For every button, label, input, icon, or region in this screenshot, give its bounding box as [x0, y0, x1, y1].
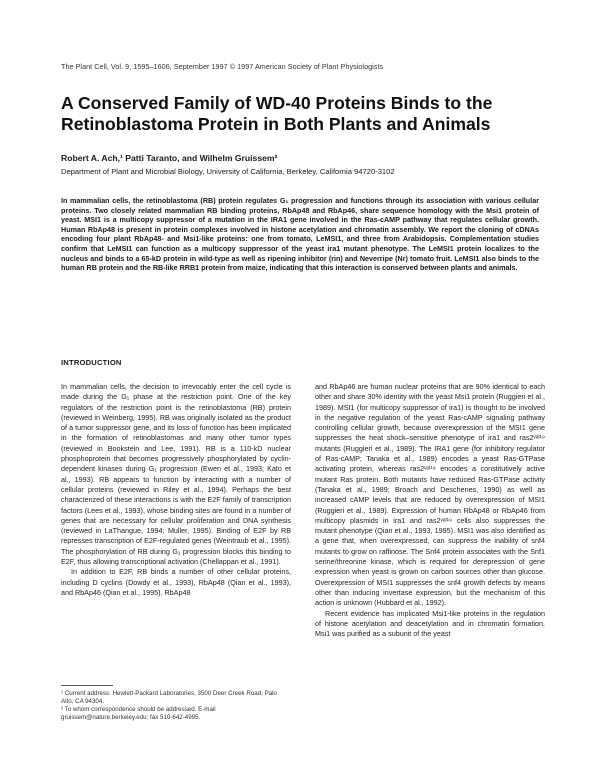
- left-column: [61, 382, 291, 598]
- footnote: ² To whom correspondence should be addressed. E-mail gruissem@nature.berkeley.edu; fax 510-642-4995.: [61, 706, 216, 721]
- body-paragraph: Recent evidence has implicated Msi1-like proteins in the regulation of histone acetylation and deacetylation and in chromatin formation. Msi1 was purified as a subunit of the yeast: [315, 608, 545, 639]
- section-heading-introduction: INTRODUCTION: [61, 358, 122, 367]
- author-list: Robert A. Ach,¹ Patti Taranto, and Wilhelm Gruissem²: [61, 153, 278, 163]
- article-title: A Conserved Family of WD-40 Proteins Binds to the Retinoblastoma Protein in Both Plants and Animals: [61, 93, 493, 134]
- abstract: In mammalian cells, the retinoblastoma (RB) protein regulates G₁ progression and functions through its association with various cellular proteins. Two closely related mammalian RB binding proteins, RbAp48 and RbAp46, share sequence homology with the Msi1 protein of yeast. MSI1 is a multicopy suppressor of a mutation in the IRA1 gene involved in the Ras-cAMP pathway that regulates cellular growth. Human RbAp48 is present in protein complexes involved in histone acetylation and chromatin assembly. We report the cloning of cDNAs encoding four plant RbAp48- and Msi1-like proteins: one from tomato, LeMSI1, and three from Arabidopsis. Complementation studies confirm that LeMSI1 can function as a multicopy suppressor of the yeast ira1 mutant phenotype. The LeMSI1 protein localizes to the nucleus and binds to a 65-kD protein in wild-type as well as ripening inhibitor (rin) and Neverripe (Nr) tomato fruit. LeMSI1 also binds to the human RB protein and the RB-like RRB1 protein from maize, indicating that this interaction is conserved between plants and animals.: [61, 196, 539, 273]
- affiliation: Department of Plant and Microbial Biology, University of California, Berkeley, California 94720-3102: [61, 167, 395, 176]
- body-paragraph: In addition to E2F, RB binds a number of other cellular proteins, including D cyclins (Dowdy et al., 1993), RbAp48 (Qian et al., 1993), and RbAp46 (Qian et al., 1995). RbAp48: [61, 567, 291, 597]
- body-paragraph: In mammalian cells, the decision to irrevocably enter the cell cycle is made during the G₁ phase at the restriction point. One of the key regulators of the restriction point is the retinoblastoma (RB) protein (reviewed in Weinberg, 1995). RB was originally isolated as the product of a tumor suppressor gene, and its loss of function has been implicated in the formation of retinoblastomas and many other tumor types (reviewed in Bookstein and Lee, 1991). RB is a 110-kD nuclear phosphoprotein that becomes progressively phosphorylated by cyclin-dependent kinases during G₁ progression (Ewen et al., 1993; Kato et al., 1993). RB appears to function by interacting with a number of cellular proteins (reviewed in Riley et al., 1994). Perhaps the best characterized of these interactions is with the E2F family of transcription factors (Lees et al., 1993), whose binding sites are found in a number of genes that are necessary for cellular proliferation and DNA synthesis (reviewed in LaThangue, 1994; Muller, 1995). Binding of E2F by RB represses transcription of E2F-regulated genes (Weintraub et al., 1995). The phosphorylation of RB during G₁ progression blocks this binding to E2F, thus allowing transcriptional activation (Chellappan et al., 1991).: [61, 382, 291, 567]
- footnote-divider: [61, 685, 113, 686]
- footnote: ¹ Current address: Hewlett-Packard Laboratories, 3500 Deer Creek Road, Palo Alto, CA 94304.: [61, 690, 277, 705]
- running-head: The Plant Cell, Vol. 9, 1595–1606, September 1997 © 1997 American Society of Plant Physiologists: [61, 62, 384, 71]
- body-paragraph: and RbAp46 are human nuclear proteins that are 90% identical to each other and share 30% identity with the yeast Msi1 protein (Ruggieri et al., 1989). MSI1 (for multicopy suppressor of ira1) is thought to be involved in the negative regulation of the yeast Ras-cAMP signaling pathway controlling cellular growth, because overexpression of the MSI1 gene suppresses the heat shock–sensitive phenotype of ira1 and ras2ᵛᵃˡ¹⁹ mutants (Ruggieri et al., 1989). The IRA1 gene (for inhibitory regulator of Ras-cAMP; Tanaka et al., 1989) encodes a yeast Ras-GTPase activating protein, whereas ras2ᵛᵃˡ¹⁹ encodes a constitutively active mutant Ras protein. Both mutants have reduced Ras-GTPase activity (Tanaka et al., 1989; Broach and Deschenes, 1990) as well as increased cAMP levels that are reduced by overexpression of MSI1 (Ruggieri et al., 1989). Expression of human RbAp48 or RbAp46 from multicopy plasmids in ira1 and ras2ᵛᵃˡ¹⁹ cells also suppresses the mutant phenotype (Qian et al., 1993, 1995). MSI1 was also identified as a gene that, when overexpressed, can suppress the inability of snf4 mutants to grow on raffinose. The Snf4 protein associates with the Snf1 serine/threonine kinase, which is required for derepression of gene expression when yeast is grown on carbon sources other than glucose. Overexpression of MSI1 suppresses the snf4 growth defects by means other than inducing invertase expression, but the mechanism of this action is unknown (Hubbard et al., 1992).: [315, 382, 545, 608]
- right-column: [315, 382, 545, 639]
- footnotes: [61, 690, 281, 722]
